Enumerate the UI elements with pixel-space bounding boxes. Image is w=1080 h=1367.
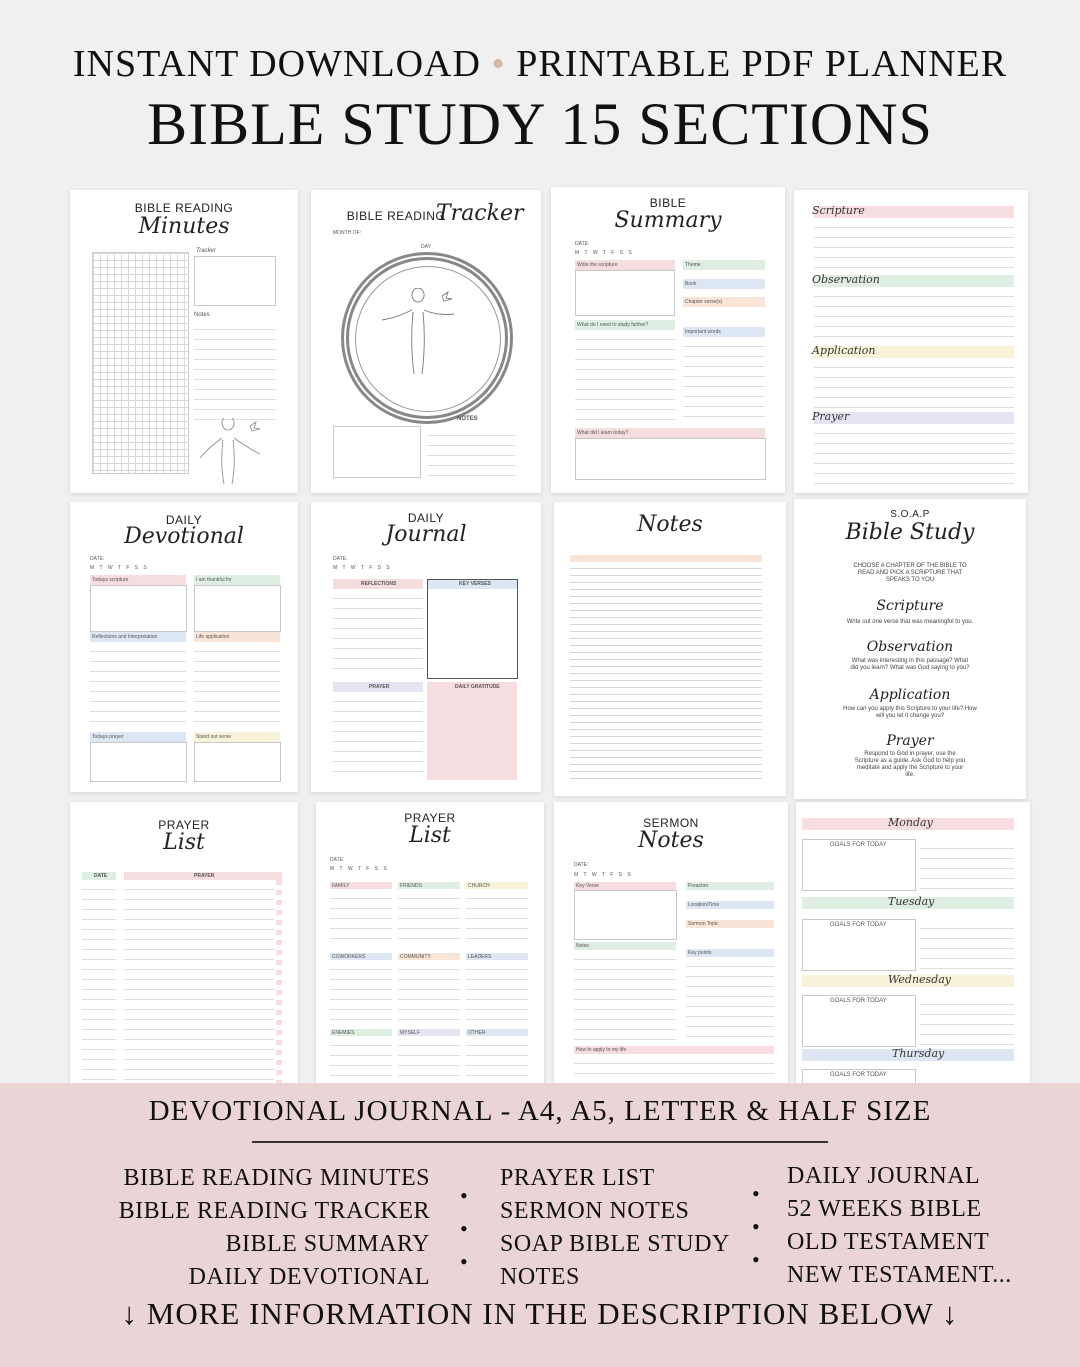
myself-label: MYSELF [400, 1030, 421, 1036]
footer-list-item: BIBLE READING MINUTES [123, 1165, 430, 1191]
jesus-dove-illustration [376, 288, 466, 378]
prayer-lines [333, 692, 423, 780]
notes-label: NOTES [457, 416, 478, 422]
book-label: Book [685, 281, 697, 287]
card-title: BIBLE READING [134, 201, 234, 215]
learn-today-box [575, 438, 766, 480]
card-title: BIBLE READING [346, 209, 446, 223]
key-verse-box [574, 890, 677, 940]
tracker-label: Tracker [196, 248, 216, 254]
date-label: DATE: [574, 862, 589, 868]
card-title: S.O.A.P [890, 509, 930, 520]
thursday-goals-label: GOALS FOR TODAY [830, 1072, 887, 1078]
write-scripture-label: Write the scripture [577, 262, 618, 268]
footer-banner [0, 1083, 1080, 1367]
important-words-label: Important words [685, 329, 721, 335]
tuesday-goals-box [802, 919, 916, 971]
key-verses-label: KEY VERSES [459, 581, 491, 587]
application-lines [814, 358, 1014, 410]
bullet: • [752, 1247, 760, 1272]
card-title: PRAYER [404, 811, 456, 825]
card-script-title: Summary [614, 208, 722, 233]
checkbox-column [276, 880, 282, 1090]
page-preview-soap-page [794, 190, 1028, 493]
card-script-title: Minutes [138, 214, 230, 239]
reflections-label: REFLECTIONS [361, 581, 397, 587]
friends-lines [398, 889, 460, 947]
enemies-label: ENEMIES [332, 1030, 355, 1036]
community-lines [398, 960, 460, 1022]
day-label: DAY [421, 244, 431, 250]
community-label: COMMUNITY [400, 954, 431, 960]
tuesday-heading: Tuesday [888, 895, 935, 908]
footer-list-item: NEW TESTAMENT... [787, 1262, 1012, 1288]
footer-title: DEVOTIONAL JOURNAL - A4, A5, LETTER & HALF SIZE [148, 1095, 932, 1127]
study-further-lines [575, 330, 675, 422]
wednesday-lines [920, 995, 1014, 1045]
soap-observation-text: What was interesting in this passage? What did you learn? What was God saying to you? [850, 658, 970, 671]
notes-lines [427, 426, 515, 480]
weekday-row: M T W T F S S [575, 250, 634, 256]
soap-scripture-text: Write out one verse that was meaningful to you. [846, 619, 974, 625]
weekday-row: M T W T F S S [90, 565, 149, 571]
notes-label: Notes [576, 943, 590, 949]
notes-lines [574, 950, 676, 1040]
bullet: • [460, 1216, 468, 1241]
wednesday-heading: Wednesday [888, 973, 952, 986]
sermon-topic-label: Sermon Topic [688, 921, 719, 927]
footer-list-item: NOTES [500, 1264, 580, 1290]
chapter-label: Chapter verse(s) [685, 299, 723, 305]
monday-goals-label: GOALS FOR TODAY [830, 842, 887, 848]
card-script-title: Notes [637, 512, 703, 537]
monday-heading: Monday [888, 816, 933, 829]
wednesday-goals-box [802, 995, 916, 1047]
notes-lines [570, 562, 762, 782]
soap-application-heading: Application [869, 687, 951, 703]
header-line-1 [0, 42, 1080, 86]
theme-label: Theme [685, 262, 701, 268]
footer-list-item: SERMON NOTES [500, 1198, 690, 1224]
reflections-lines [90, 642, 186, 727]
footer-list-item: SOAP BIBLE STUDY [500, 1231, 730, 1257]
footer-bullets-2 [752, 1177, 760, 1276]
preacher-label: Preacher [688, 883, 709, 889]
bullet: • [752, 1214, 760, 1239]
other-label: OTHER [468, 1030, 486, 1036]
date-lines [82, 880, 116, 1090]
page-preview-soap-bible-study [794, 499, 1026, 799]
soap-application-text: How can you apply this Scripture to your life? How will you let it change you? [843, 706, 977, 719]
card-script-title: Notes [638, 828, 704, 853]
thankful-label: I am thankful for [196, 577, 232, 583]
friends-label: FRIENDS [400, 883, 422, 889]
prayer-lines [814, 424, 1014, 484]
stand-out-box [194, 742, 281, 782]
church-label: CHURCH [468, 883, 490, 889]
date-label: DATE: [575, 241, 590, 247]
notes-lines [194, 320, 276, 420]
key-points-lines [686, 957, 774, 1041]
bullet: • [460, 1183, 468, 1208]
header-printable-planner: PRINTABLE PDF PLANNER [516, 43, 1008, 85]
date-label: DATE: [330, 857, 345, 863]
page-preview-weekly-planner [796, 802, 1030, 1092]
coworkers-lines [330, 960, 392, 1022]
todays-scripture-box [90, 585, 187, 632]
bullet: • [752, 1181, 760, 1206]
monday-lines [920, 839, 1014, 889]
card-script-title: List [163, 830, 205, 855]
time-key-box [333, 426, 421, 478]
scripture-heading: Scripture [812, 204, 865, 217]
header-separator-dot: • [491, 43, 506, 85]
page-preview-notes [554, 502, 786, 796]
daily-gratitude-label: DAILY GRATITUDE [455, 684, 500, 690]
card-script-title: Tracker [436, 201, 524, 226]
footer-column-1 [119, 1162, 430, 1294]
coworkers-label: COWORKERS [332, 954, 366, 960]
observation-heading: Observation [812, 273, 880, 286]
footer-list-item: BIBLE SUMMARY [225, 1231, 430, 1257]
card-script-title: Journal [385, 522, 467, 547]
footer-list-item: BIBLE READING TRACKER [118, 1198, 430, 1224]
key-verses-box [427, 579, 518, 679]
learn-today-label: What did I learn today? [577, 430, 629, 436]
daily-gratitude-box [427, 682, 517, 780]
card-title: DAILY [407, 511, 445, 525]
card-title: BIBLE [649, 196, 687, 210]
notes-label: Notes [194, 312, 210, 318]
observation-lines [814, 287, 1014, 341]
page-preview-daily-devotional [70, 502, 298, 792]
footer-column-2 [500, 1162, 730, 1294]
leaders-label: LEADERS [468, 954, 492, 960]
apply-label: How to apply to my life [576, 1047, 627, 1053]
more-info-text: ↓ MORE INFORMATION IN THE DESCRIPTION BELOW ↓ [121, 1296, 959, 1331]
footer-list-item: DAILY DEVOTIONAL [188, 1264, 430, 1290]
card-script-title: Devotional [124, 524, 244, 549]
footer-divider [252, 1141, 828, 1143]
page-preview-prayer-list [70, 802, 298, 1092]
todays-prayer-label: Todays prayer [92, 734, 124, 740]
weekday-row: M T W T F S S [333, 565, 392, 571]
soap-scripture-heading: Scripture [876, 598, 944, 614]
enemies-lines [330, 1036, 392, 1088]
monday-goals-box [802, 839, 916, 891]
key-points-label: Key points [688, 950, 712, 956]
prayer-column-header: PRAYER [194, 873, 215, 879]
scripture-lines [814, 218, 1014, 270]
page-preview-daily-journal [311, 502, 541, 792]
card-title: DAILY [165, 513, 203, 527]
soap-prayer-text: Respond to God in prayer, use the Scripture as a guide. Ask God to help you meditate and apply the Scripture to your life. [854, 751, 966, 778]
reflections-lines [333, 589, 423, 677]
header-instant-download: INSTANT DOWNLOAD [72, 43, 481, 85]
footer-bullets-1 [460, 1179, 468, 1278]
page-preview-bible-summary [551, 187, 785, 493]
weekday-row: M T W T F S S [574, 872, 633, 878]
footer-column-3 [787, 1160, 1012, 1292]
thankful-box [194, 585, 281, 632]
page-preview-sermon-notes [554, 802, 788, 1092]
footer-list-item: PRAYER LIST [500, 1165, 655, 1191]
tuesday-goals-label: GOALS FOR TODAY [830, 922, 887, 928]
minutes-grid [92, 252, 189, 474]
scripture-box [575, 270, 675, 316]
soap-intro: CHOOSE A CHAPTER OF THE BIBLE TO READ AND PICK A SCRIPTURE THAT SPEAKS TO YOU [853, 563, 967, 583]
location-time-label: Location/Time [688, 902, 720, 908]
church-lines [466, 889, 528, 947]
month-of-label: MONTH OF: [333, 230, 362, 236]
myself-lines [398, 1036, 460, 1088]
footer-list-item: DAILY JOURNAL [787, 1163, 981, 1189]
family-label: FAMILY [332, 883, 350, 889]
date-column-header: DATE [94, 873, 108, 879]
study-further-label: What do I need to study further? [577, 322, 649, 328]
leaders-lines [466, 960, 528, 1022]
stand-out-label: Stand out verse [196, 734, 232, 740]
weekday-row: M T W T F S S [330, 866, 389, 872]
footer-list-item: OLD TESTAMENT [787, 1229, 990, 1255]
page-preview-bible-reading-minutes [70, 190, 298, 493]
key-verse-label: Key Verse [576, 883, 599, 889]
application-heading: Application [812, 344, 876, 357]
header-main-title: BIBLE STUDY 15 SECTIONS [147, 91, 933, 157]
footer-list-item: 52 WEEKS BIBLE [787, 1196, 982, 1222]
family-lines [330, 889, 392, 947]
prayer-lines [124, 880, 274, 1090]
todays-scripture-label: Todays scripture [92, 577, 129, 583]
reflections-label: Reflections and Interpretation [92, 634, 158, 640]
page-preview-prayer-list-categories [316, 802, 544, 1092]
prayer-label: PRAYER [369, 684, 390, 690]
card-title: PRAYER [158, 818, 210, 832]
tracker-key-box [194, 256, 276, 306]
prayer-heading: Prayer [812, 410, 850, 423]
card-script-title: List [409, 823, 451, 848]
card-title: SERMON [643, 816, 699, 830]
todays-prayer-box [90, 742, 187, 782]
soap-observation-heading: Observation [866, 639, 954, 655]
wednesday-goals-label: GOALS FOR TODAY [830, 998, 887, 1004]
date-label: DATE: [90, 556, 105, 562]
card-script-title: Bible Study [845, 520, 975, 545]
important-words-lines [683, 337, 765, 423]
page-preview-bible-reading-tracker [311, 190, 541, 493]
jesus-dove-illustration [198, 418, 268, 486]
bullet: • [460, 1249, 468, 1274]
date-label: DATE: [333, 556, 348, 562]
life-application-lines [194, 642, 280, 727]
thursday-heading: Thursday [892, 1047, 945, 1060]
other-lines [466, 1036, 528, 1088]
tuesday-lines [920, 919, 1014, 969]
life-application-label: Life application [196, 634, 230, 640]
soap-prayer-heading: Prayer [886, 733, 934, 749]
